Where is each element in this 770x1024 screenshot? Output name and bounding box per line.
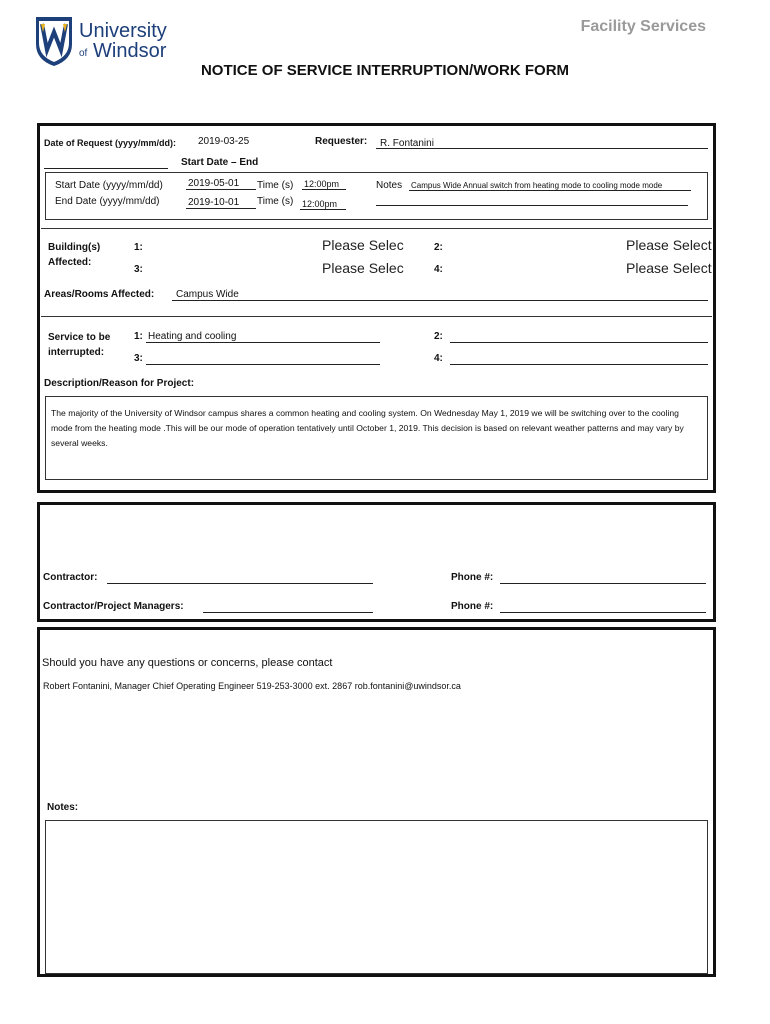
building-select-2[interactable]: Please Select bbox=[626, 237, 712, 253]
areas-value[interactable]: Campus Wide bbox=[176, 289, 239, 300]
building-num-1: 1: bbox=[134, 242, 143, 253]
notes-box[interactable] bbox=[45, 820, 708, 974]
service-4-underline[interactable] bbox=[450, 364, 708, 365]
service-num-2: 2: bbox=[434, 331, 443, 342]
service-1-underline bbox=[146, 342, 380, 343]
service-label-1: Service to be bbox=[48, 332, 111, 343]
end-time-value[interactable]: 12:00pm bbox=[300, 199, 346, 210]
building-select-1[interactable]: Please Selec bbox=[322, 237, 404, 253]
phone2-underline[interactable] bbox=[500, 612, 706, 613]
areas-label: Areas/Rooms Affected: bbox=[44, 289, 155, 300]
contractor-underline[interactable] bbox=[107, 583, 373, 584]
managers-underline[interactable] bbox=[203, 612, 373, 613]
contact-details: Robert Fontanini, Manager Chief Operating Engineer 519-253-3000 ext. 2867 rob.fontanini@uwindsor.ca bbox=[43, 681, 461, 691]
service-num-3: 3: bbox=[134, 353, 143, 364]
buildings-label-2: Affected: bbox=[48, 257, 92, 268]
logo-university: University bbox=[79, 20, 167, 42]
department-name: Facility Services bbox=[580, 18, 706, 35]
areas-underline bbox=[172, 300, 708, 301]
notes-label: Notes bbox=[376, 180, 403, 191]
service-label-2: interrupted: bbox=[48, 347, 105, 358]
description-label: Description/Reason for Project: bbox=[44, 378, 195, 389]
service-num-1: 1: bbox=[134, 331, 143, 342]
date-request-label: Date of Request (yyyy/mm/dd): bbox=[44, 138, 177, 148]
service-value-1[interactable]: Heating and cooling bbox=[148, 331, 237, 342]
start-end-underline bbox=[44, 168, 168, 169]
service-top-rule bbox=[41, 316, 712, 317]
contact-intro: Should you have any questions or concerns, please contact bbox=[42, 657, 333, 669]
phone-underline[interactable] bbox=[500, 583, 706, 584]
buildings-label-1: Building(s) bbox=[48, 242, 101, 253]
managers-label: Contractor/Project Managers: bbox=[43, 601, 184, 612]
start-time-value[interactable]: 12:00pm bbox=[302, 179, 346, 190]
end-date-label: End Date (yyyy/mm/dd) bbox=[55, 196, 160, 207]
notes-heading: Notes: bbox=[47, 802, 79, 813]
start-date-value[interactable]: 2019-05-01 bbox=[186, 178, 256, 190]
buildings-top-rule bbox=[41, 228, 712, 229]
service-2-underline[interactable] bbox=[450, 342, 708, 343]
contractor-label: Contractor: bbox=[43, 572, 98, 583]
date-request-value[interactable]: 2019-03-25 bbox=[198, 136, 250, 147]
requester-label: Requester: bbox=[315, 136, 368, 147]
notes-underline-2 bbox=[376, 205, 688, 206]
start-time-label: Time (s) bbox=[257, 180, 294, 191]
service-3-underline[interactable] bbox=[146, 364, 380, 365]
building-num-2: 2: bbox=[434, 242, 443, 253]
start-end-heading: Start Date – End bbox=[181, 157, 259, 168]
shield-icon bbox=[33, 14, 75, 68]
start-date-label: Start Date (yyyy/mm/dd) bbox=[55, 180, 163, 191]
end-time-label: Time (s) bbox=[257, 196, 294, 207]
requester-value[interactable]: R. Fontanini bbox=[380, 138, 434, 149]
building-select-3[interactable]: Please Selec bbox=[322, 260, 404, 276]
logo-windsor: Windsor bbox=[93, 40, 167, 62]
service-num-4: 4: bbox=[434, 353, 443, 364]
building-select-4[interactable]: Please Select bbox=[626, 260, 712, 276]
end-date-value[interactable]: 2019-10-01 bbox=[186, 197, 256, 209]
notes-value[interactable]: Campus Wide Annual switch from heating mode to cooling mode mode bbox=[409, 181, 691, 191]
phone-label: Phone #: bbox=[451, 572, 494, 583]
building-num-3: 3: bbox=[134, 264, 143, 275]
description-text: The majority of the University of Windsor campus shares a common heating and cooling system. On Wednesday May 1, 2019 we will be switching over to the cooling mode from the heating mode .This will be our mode of operation tentatively until October 1, 2019. This decision is based on relevant weather patterns and may vary by several weeks. bbox=[51, 408, 684, 448]
form-title: NOTICE OF SERVICE INTERRUPTION/WORK FORM bbox=[200, 62, 570, 79]
logo-of: of bbox=[79, 48, 88, 59]
building-num-4: 4: bbox=[434, 264, 443, 275]
phone2-label: Phone #: bbox=[451, 601, 494, 612]
